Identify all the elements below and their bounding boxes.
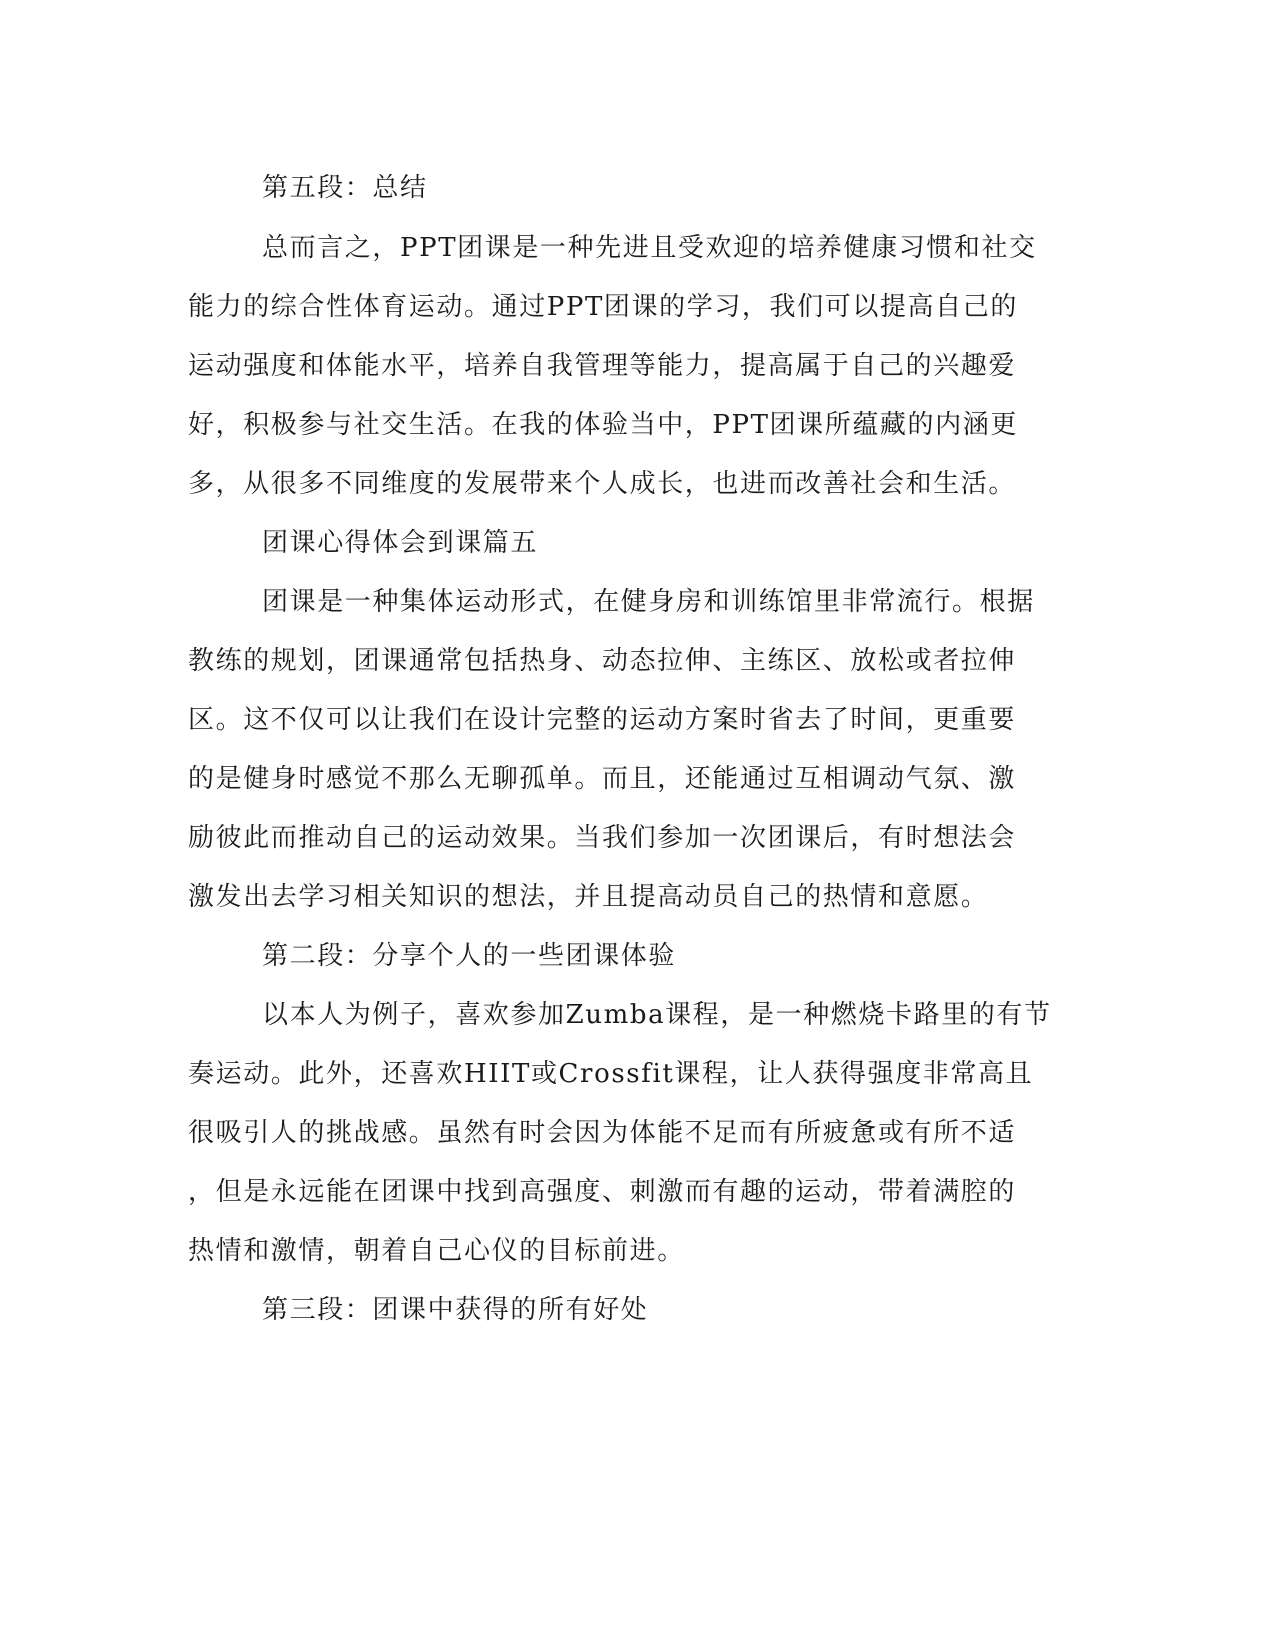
paragraph-line: 很吸引人的挑战感。虽然有时会因为体能不足而有所疲惫或有所不适 bbox=[188, 1118, 1017, 1148]
paragraph-line: 教练的规划，团课通常包括热身、动态拉伸、主练区、放松或者拉伸 bbox=[188, 646, 1017, 676]
section-heading-benefits: 第三段：团课中获得的所有好处 bbox=[262, 1295, 649, 1325]
paragraph-line: 区。这不仅可以让我们在设计完整的运动方案时省去了时间，更重要 bbox=[188, 705, 1017, 735]
article-title: 团课心得体会到课篇五 bbox=[262, 528, 539, 558]
paragraph-line: 励彼此而推动自己的运动效果。当我们参加一次团课后，有时想法会 bbox=[188, 823, 1017, 853]
paragraph-line: 激发出去学习相关知识的想法，并且提高动员自己的热情和意愿。 bbox=[188, 882, 989, 912]
paragraph-line: 奏运动。此外，还喜欢HIIT或Crossfit课程，让人获得强度非常高且 bbox=[188, 1059, 1034, 1089]
paragraph-line: 多，从很多不同维度的发展带来个人成长，也进而改善社会和生活。 bbox=[188, 469, 1017, 499]
paragraph-line: 能力的综合性体育运动。通过PPT团课的学习，我们可以提高自己的 bbox=[188, 292, 1018, 322]
section-heading-summary: 第五段：总结 bbox=[262, 173, 428, 203]
section-heading-experience: 第二段：分享个人的一些团课体验 bbox=[262, 941, 677, 971]
paragraph-line: 团课是一种集体运动形式，在健身房和训练馆里非常流行。根据 bbox=[262, 587, 1035, 617]
paragraph-line: 总而言之，PPT团课是一种先进且受欢迎的培养健康习惯和社交 bbox=[262, 233, 1037, 263]
paragraph-line: 以本人为例子，喜欢参加Zumba课程，是一种燃烧卡路里的有节 bbox=[262, 1000, 1052, 1030]
paragraph-line: 运动强度和体能水平，培养自我管理等能力，提高属于自己的兴趣爱 bbox=[188, 351, 1017, 381]
paragraph-line: ，但是永远能在团课中找到高强度、刺激而有趣的运动，带着满腔的 bbox=[188, 1177, 1017, 1207]
paragraph-line: 的是健身时感觉不那么无聊孤单。而且，还能通过互相调动气氛、激 bbox=[188, 764, 1017, 794]
paragraph-line: 热情和激情，朝着自己心仪的目标前进。 bbox=[188, 1236, 685, 1266]
paragraph-line: 好，积极参与社交生活。在我的体验当中，PPT团课所蕴藏的内涵更 bbox=[188, 410, 1018, 440]
